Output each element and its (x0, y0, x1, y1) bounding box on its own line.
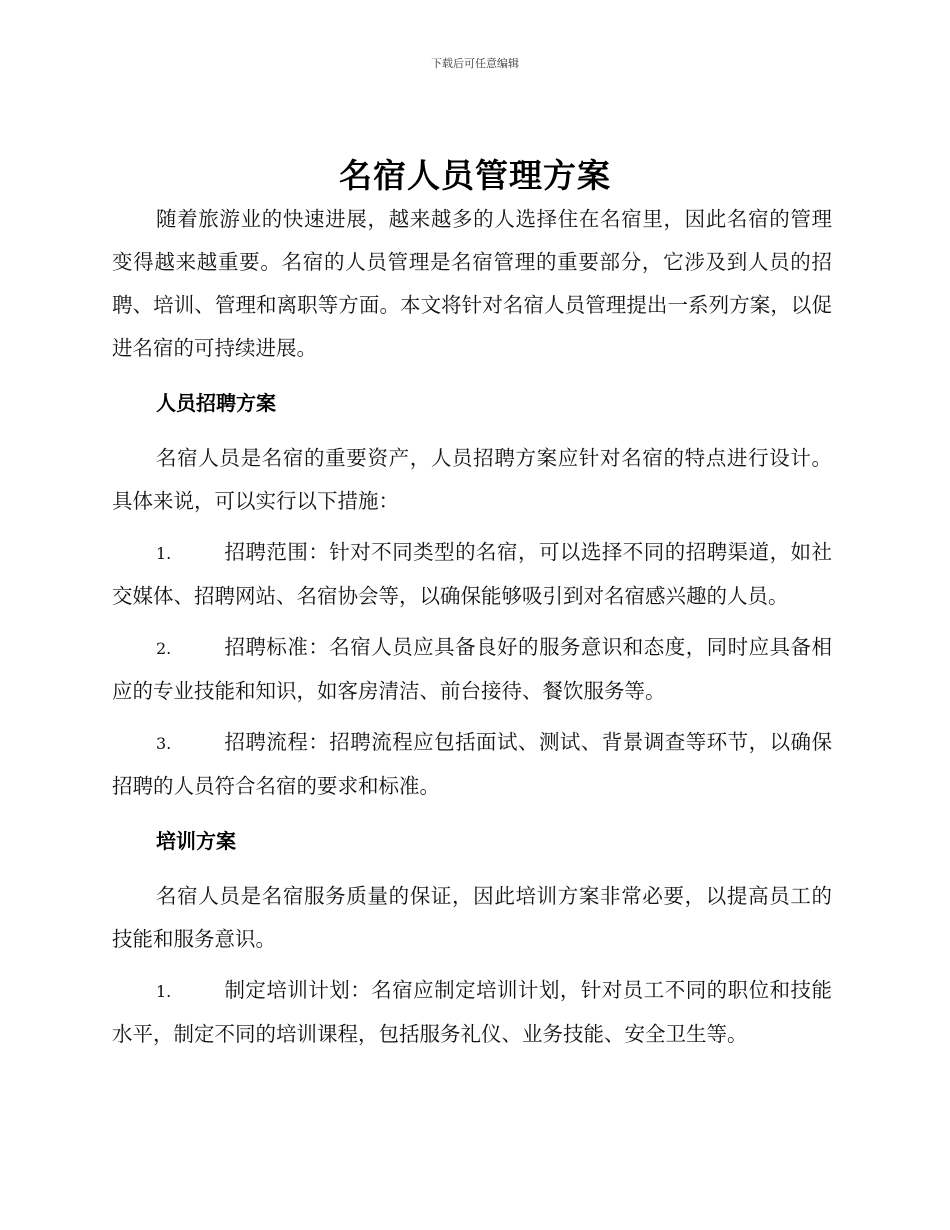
list-item (112, 721, 832, 808)
list-number: 1. (156, 544, 172, 563)
list-item-text: 制定培训计划：名宿应制定培训计划，针对员工不同的职位和技能水平，制定不同的培训课程，包括服务礼仪、业务技能、安全卫生等。 (112, 978, 832, 1046)
list-item-text: 招聘流程：招聘流程应包括面试、测试、背景调查等环节，以确保招聘的人员符合名宿的要求和标准。 (112, 730, 832, 798)
list-item (112, 626, 832, 713)
header-note: 下载后可任意编辑 (431, 57, 519, 70)
intro-paragraph: 随着旅游业的快速进展，越来越多的人选择住在名宿里，因此名宿的管理变得越来越重要。名宿的人员管理是名宿管理的重要部分，它涉及到人员的招聘、培训、管理和离职等方面。本文将针对名宿人员管理提出一系列方案，以促进名宿的可持续进展。 (112, 207, 832, 360)
list-item-text: 招聘标准：名宿人员应具备良好的服务意识和态度，同时应具备相应的专业技能和知识，如客房清洁、前台接待、餐饮服务等。 (112, 635, 832, 703)
document-title: 名宿人员管理方案 (339, 156, 611, 195)
section-heading-recruitment: 人员招聘方案 (156, 391, 276, 415)
document-body (112, 198, 832, 1056)
section-paragraph-training: 名宿人员是名宿服务质量的保证，因此培训方案非常必要，以提高员工的技能和服务意识。 (112, 884, 832, 951)
list-item (112, 531, 832, 618)
list-number: 2. (156, 639, 172, 658)
section-heading-training: 培训方案 (156, 829, 236, 853)
section-paragraph-recruitment: 名宿人员是名宿的重要资产，人员招聘方案应针对名宿的特点进行设计。具体来说，可以实行以下措施： (112, 446, 832, 513)
list-number: 1. (156, 982, 172, 1001)
list-item-text: 招聘范围：针对不同类型的名宿，可以选择不同的招聘渠道，如社交媒体、招聘网站、名宿协会等，以确保能够吸引到对名宿感兴趣的人员。 (112, 540, 832, 608)
list-number: 3. (156, 734, 172, 753)
list-item (112, 969, 832, 1056)
